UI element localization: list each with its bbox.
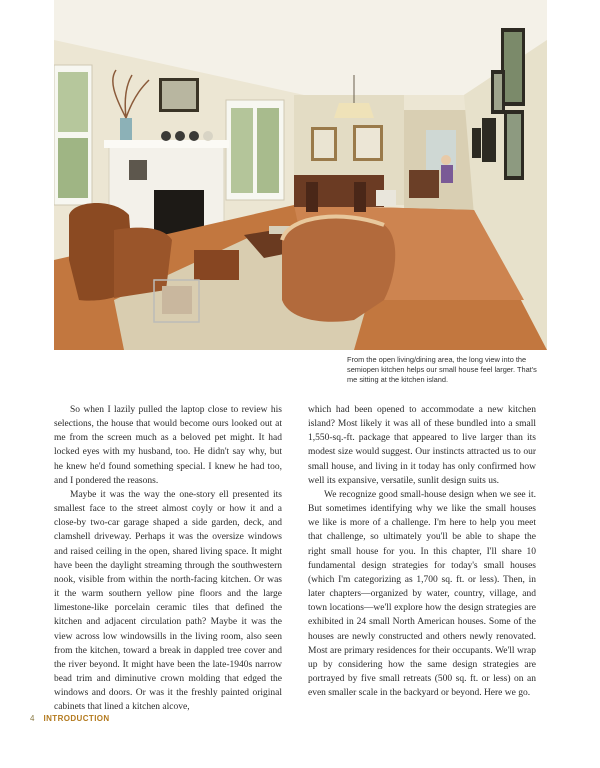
paragraph: which had been opened to accommodate a new kitchen island? Most likely it was all of these bundled into a small 1,550-sq.-ft. package that appeared to live larger than its modest size would suggest. Our instincts attracted us to our small house, and living in it today has only confirmed how well its expansive, versatile, sunlit design suits us. xyxy=(308,405,536,486)
paragraph: We recognize good small-house design when we see it. But sometimes identifying why we like the small houses we like is more of a challenge. I'm here to help you meet that challenge, so ultimately you'll be able to shape the right small house for you. In this chapter, I'll share 10 fundamental design strategies for today's small houses (which I'm categorizing as 1,700 sq. ft. or less). Then, in later chapters—organized by water, country, village, and town locations—we'll explore how the design strategies are exhibited in 24 small North American houses. Some of the houses are newly constructed and others newly renovated. Most are primary residences for their occupants. We'll wrap up by considering how the same design strategies are portrayed by five small retreats (500 sq. ft. or less) on an even smaller scale in the backyard or beyond. Here we go. xyxy=(308,489,536,699)
paragraph: Maybe it was the way the one-story ell presented its smallest face to the street almost coyly or how it and a close-by two-car garage shaped a side garden, deck, and clamshell driveway. Perhaps it was the oversize windows and raised ceiling in the open, shared living space. It might have been the daylight streaming through the southwestern nook, visible from within the north-facing kitchen. Or was it the warm southern yellow pine floors and the large limestone-like porcelain ceramic tiles that defined the kitchen and adjacent circulation path? Maybe it was the view across low windowsills in the living room, also seen from the kitchen, toward a break in dappled tree cover and the river beyond. It might have been the late-1940s narrow bead trim and diminutive crown molding that edged the windows and doors. Or was it the freshly painted original cabinets that lined a kitchen alcove, xyxy=(54,489,282,713)
photo-caption: From the open living/dining area, the long view into the semiopen kitchen helps our small house feel larger. That's me sitting at the kitchen island. xyxy=(347,355,537,384)
left-column xyxy=(54,403,282,714)
page-footer xyxy=(30,714,110,723)
paragraph: So when I lazily pulled the laptop close to review his selections, the house that would become ours looked out at me from the screen much as a beloved pet might. It had locked eyes with my husband, too. He didn't say why, but he knew he'd found something special. I knew he had too, and I pondered the reasons. xyxy=(54,405,282,486)
page-number: 4 xyxy=(30,714,35,723)
living-room-photo xyxy=(54,0,547,350)
right-column xyxy=(308,403,536,700)
section-title: INTRODUCTION xyxy=(43,714,110,723)
